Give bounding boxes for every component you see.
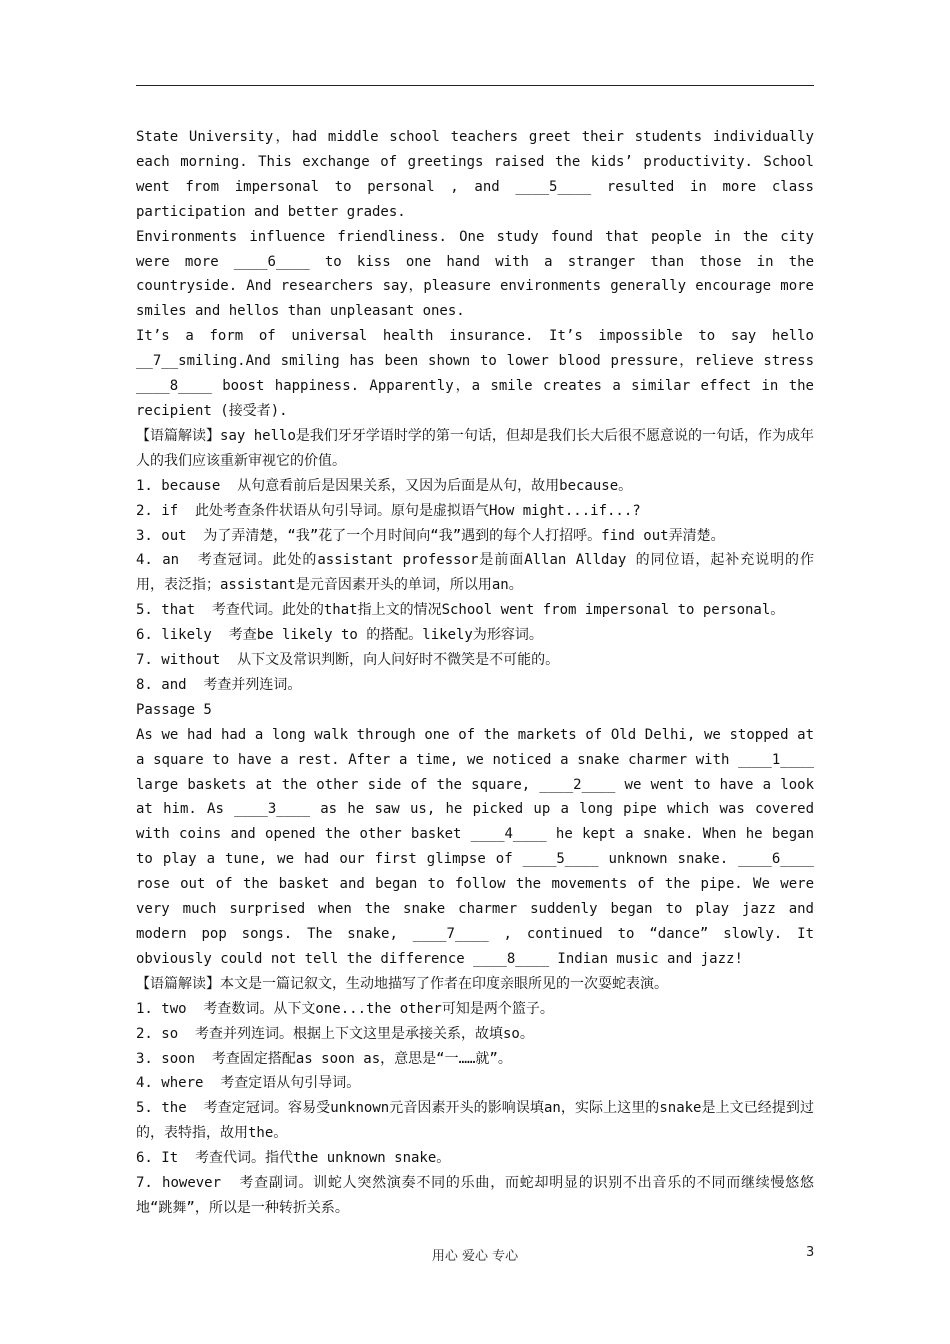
analysis4-answer: 1. because 从句意看前后是因果关系，又因为后面是从句，故用because。 (136, 477, 633, 494)
analysis5-intro: 【语篇解读】本文是一篇记叙文，生动地描写了作者在印度亲眼所见的一次耍蛇表演。 (136, 975, 668, 992)
document-body (136, 125, 823, 1221)
analysis4-answer: 4. an 考查冠词。此处的assistant professor是前面Allan Allday 的同位语，起补充说明的作用，表泛指；assistant是元音因素开头的单词，所以用an。 (136, 552, 814, 594)
analysis5-answer: 5. the 考查定冠词。容易受unknown元音因素开头的影响误填an，实际上这里的snake是上文已经提到过的，表特指，故用the。 (136, 1100, 814, 1142)
footer-motto: 用心 爱心 专心 (431, 1249, 519, 1264)
page-number: 3 (806, 1245, 815, 1260)
analysis5-answer: 4. where 考查定语从句引导词。 (136, 1075, 361, 1092)
passage5-title: Passage 5 (136, 701, 212, 718)
passage4-paragraph: It’s a form of universal health insurance. It’s impossible to say hello __7__smiling.And smiling has been shown to lower blood pressure，relieve stress ____8____ boost happiness. Apparently，a smile creates a similar effect in the recipient (接受者). (136, 328, 823, 419)
passage5-body: As we had had a long walk through one of the markets of Old Delhi, we stopped at a square to have a rest. After a time, we noticed a snake charmer with ____1____ large baskets at the other side of the square, ____2____ we went to have a look at him. As ____3____ as he saw us, he picked up a long pipe which was covered with coins and opened the other basket ____4____ he kept a snake. When he began to play a tune, we had our first glimpse of ____5____ unknown snake. ____6____ rose out of the basket and began to follow the movements of the pipe. We were very much surprised when the snake charmer suddenly began to play jazz and modern pop songs. The snake, ____7____ , continued to “dance” slowly. It obviously could not tell the difference ____8____ Indian music and jazz! (136, 726, 823, 967)
analysis4-answer: 6. likely 考查be likely to 的搭配。likely为形容词。 (136, 627, 543, 644)
analysis5-answer: 1. two 考查数词。从下文one...the other可知是两个篮子。 (136, 1000, 554, 1017)
analysis5-answer: 6. It 考查代词。指代the unknown snake。 (136, 1150, 451, 1167)
analysis4-answer: 7. without 从下文及常识判断，向人问好时不微笑是不可能的。 (136, 652, 560, 669)
analysis4-answer: 8. and 考查并列连词。 (136, 676, 302, 693)
analysis5-answer: 3. soon 考查固定搭配as soon as，意思是“一……就”。 (136, 1050, 512, 1067)
passage4-paragraph: Environments influence friendliness. One study found that people in the city were more ____6____ to kiss one hand with a stranger than those in the countryside. And researchers say，pleasure environments generally encourage more smiles and hellos than unpleasant ones. (136, 228, 823, 320)
analysis4-answer: 3. out 为了弄清楚，“我”花了一个月时间向“我”遇到的每个人打招呼。find out弄清楚。 (136, 527, 725, 544)
passage4-paragraph: State University，had middle school teachers greet their students individually each morning. This exchange of greetings raised the kids’ productivity. School went from impersonal to personal , and ____5____ resulted in more class participation and better grades. (136, 129, 823, 220)
header-rule (136, 85, 814, 86)
analysis5-answer: 2. so 考查并列连词。根据上下文这里是承接关系，故填so。 (136, 1025, 534, 1042)
analysis4-answer: 5. that 考查代词。此处的that指上文的情况School went from impersonal to personal。 (136, 602, 785, 619)
analysis4-answer: 2. if 此处考查条件状语从句引导词。原句是虚拟语气How might...if...? (136, 502, 641, 519)
analysis4-intro: 【语篇解读】say hello是我们牙牙学语时学的第一句话，但却是我们长大后很不愿意说的一句话，作为成年人的我们应该重新审视它的价值。 (136, 427, 814, 469)
analysis5-answer: 7. however 考查副词。训蛇人突然演奏不同的乐曲，而蛇却明显的识别不出音乐的不同而继续慢悠悠地“跳舞”，所以是一种转折关系。 (136, 1175, 814, 1216)
